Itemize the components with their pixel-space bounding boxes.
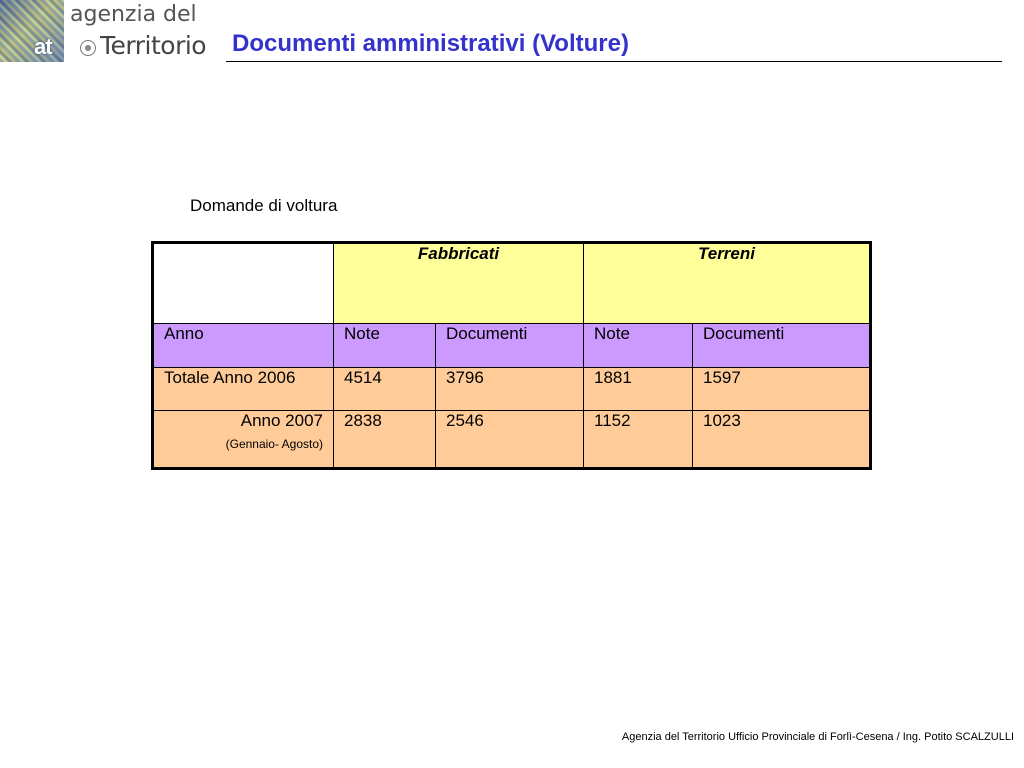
- page-title: Documenti amministrativi (Volture): [232, 30, 629, 57]
- table-group-header-row: [153, 243, 871, 324]
- column-header-anno: Anno: [153, 324, 334, 368]
- volture-table: [151, 241, 872, 470]
- header-empty-cell: [153, 243, 334, 324]
- table-row: [153, 411, 871, 469]
- cell-value: 4514: [334, 368, 436, 411]
- agency-logo: [0, 0, 207, 64]
- column-header-fabbricati-documenti: Documenti: [436, 324, 584, 368]
- cell-value: 2838: [334, 411, 436, 469]
- cell-value: 1597: [693, 368, 871, 411]
- cell-value: 2546: [436, 411, 584, 469]
- row-label-cell: [153, 411, 334, 469]
- logo-text-line1: agenzia del: [70, 2, 197, 27]
- group-header-fabbricati: Fabbricati: [334, 243, 584, 324]
- table-row: [153, 368, 871, 411]
- cell-value: 3796: [436, 368, 584, 411]
- row-label: Totale Anno 2006: [153, 368, 334, 411]
- title-divider: [226, 61, 1002, 62]
- table-caption: Domande di voltura: [190, 196, 338, 215]
- emblem-icon: [80, 40, 96, 56]
- cell-value: 1881: [584, 368, 693, 411]
- row-label: Anno 2007: [240, 411, 323, 430]
- row-label-note: (Gennaio- Agosto): [225, 437, 323, 451]
- logo-mark: at: [34, 34, 52, 59]
- column-header-terreni-documenti: Documenti: [693, 324, 871, 368]
- table-column-header-row: [153, 324, 871, 368]
- cell-value: 1023: [693, 411, 871, 469]
- column-header-fabbricati-note: Note: [334, 324, 436, 368]
- logo-text-line2: Territorio: [100, 31, 207, 60]
- footer-credit: Agenzia del Territorio Ufficio Provinciale di Forlì-Cesena / Ing. Potito SCALZULLI: [621, 731, 1014, 743]
- cell-value: 1152: [584, 411, 693, 469]
- group-header-terreni: Terreni: [584, 243, 871, 324]
- column-header-terreni-note: Note: [584, 324, 693, 368]
